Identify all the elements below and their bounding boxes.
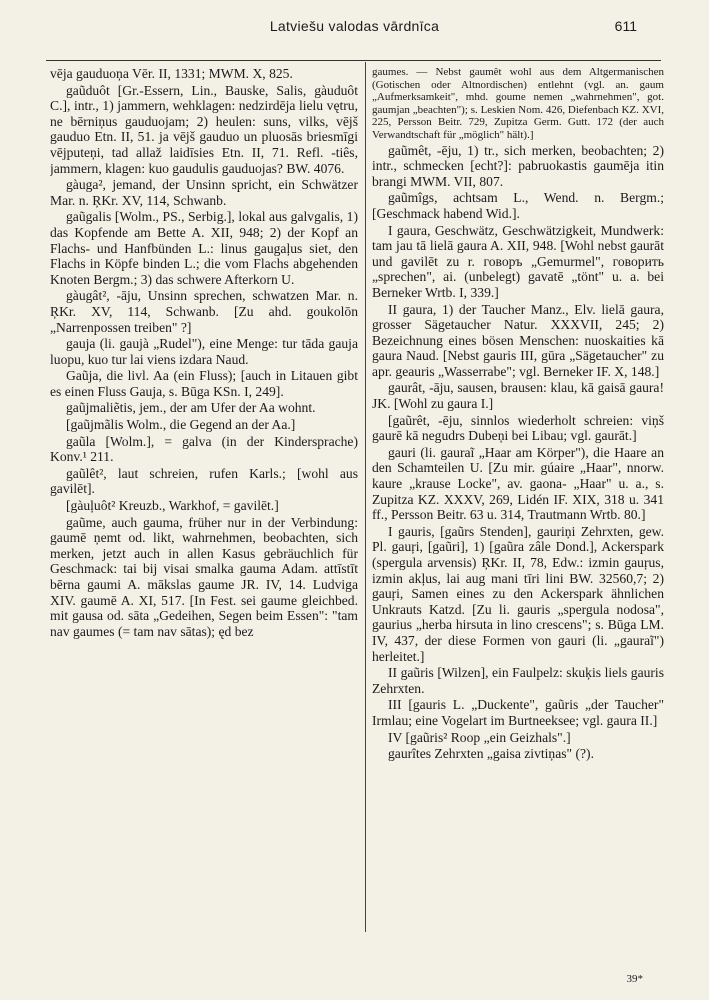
dictionary-entry: Gaũja, die livl. Aa (ein Fluss); [auch in Litauen gibt es einen Fluss Gauja, s. Būga KSn. I, 249].	[50, 368, 358, 399]
dictionary-entry: [gàuļuôt² Kreuzb., Warkhof, = gavilēt.]	[66, 498, 279, 514]
header-rule	[46, 60, 661, 61]
page-number: 611	[614, 18, 637, 34]
dictionary-entry: I gaura, Geschwätz, Geschwätzigkeit, Mundwerk: tam jau tā lielā gaura A. XII, 948. [Wohl nebst gaurāt und gavilēt zu r. говоръ „Gemurmel", говорить „sprechen", ai. (unbelegt) gavatē „tönt" u. a. bei Berneker Wrtb. I, 339.]	[372, 222, 664, 300]
dictionary-entry: gàuga², jemand, der Unsinn spricht, ein Schwätzer Mar. n. ŖKr. XV, 114, Schwanb.	[50, 177, 358, 208]
dictionary-entry: vēja gauduoņa Vēr. II, 1331; MWM. X, 825.	[50, 66, 293, 81]
dictionary-entry: gaurîtes Zehrxten „gaisa zivtiņas" (?).	[388, 746, 594, 762]
dictionary-entry: gàugât², -āju, Unsinn sprechen, schwatzen Mar. n. ŖKr. XV, 114, Schwanb. [Zu ahd. goukolōn „Narrenpossen treiben" ?]	[50, 288, 358, 335]
dictionary-entry: gaũla [Wolm.], = galva (in der Kindersprache) Konv.¹ 211.	[50, 433, 358, 465]
dictionary-entry: II gaura, 1) der Taucher Manz., Elv. lielā gaura, grosser Sägetaucher Natur. XXXVII, 245; 2) Bezeichnung eines bösen Menschen: nuoskaities kā gaura Naud. [Nebst gauris III, gūra „Sägetaucher" zu apr. geauris „Wasserrabe"; vgl. Berneker IF. X, 148.]	[372, 301, 664, 379]
dictionary-entry: gaũmîgs, achtsam L., Wend. n. Bergm.; [Geschmack habend Wid.].	[372, 190, 664, 221]
dictionary-entry: gaũgalis [Wolm., PS., Serbig.], lokal aus galvgalis, 1) das Kopfende am Bette A. XII, 948; 2) der Kopf an Flachs- und Hanfbünden L.: linus gaugaļus siet, den Flachs in Köpfe binden L.; die vom Flachs abgehenden Knoten Bergm.; 3) das schwere Afterkorn U.	[50, 209, 358, 287]
dictionary-entry: [gaũrêt, -ēju, sinnlos wiederholt schreien: viņš gaurē kā negudrs Dubeņi bei Libau; vgl. gaurāt.]	[372, 412, 664, 444]
dictionary-entry: gaũjmaliẽtis, jem., der am Ufer der Aa wohnt.	[66, 400, 316, 416]
dictionary-entry: IV [gaũris² Roop „ein Geizhals".]	[388, 729, 571, 745]
dictionary-entry: gaũduôt [Gr.-Essern, Lin., Bauske, Salis, gàuduôt C.], intr., 1) jammern, wehklagen: nedzirdēja lielu vętru, ne bērniņus gauduojam; 2) heulen: suns, vilks, vējš gauduo Etn. II, 51. ja vējš gauduo un pluosās briesmīgi vējputeņi, tad allaž laidīsies Etn. II, 71. Refl. -tiês, jammern, klagen: kuo gaudulis gauduojas? BW. 4076.	[50, 82, 358, 176]
right-column	[372, 66, 664, 763]
dictionary-entry: gaũmêt, -ēju, 1) tr., sich merken, beobachten; 2) intr., schmecken [echt?]: pabruokastis gaumēja itin brangi MWM. VII, 807.	[372, 142, 664, 189]
dictionary-entry: gaũlêt², laut schreien, rufen Karls.; [wohl aus gavilēt].	[50, 465, 358, 497]
dictionary-entry: gauja (li. gaujà „Rudel"), eine Menge: tur tāda gauja luopu, kuo tur lai viens izdara Naud.	[50, 336, 358, 367]
dictionary-entry: gaumes. — Nebst gaumêt wohl aus dem Altgermanischen (Gotischen oder Altnordischen) entlehnt (vgl. an. gaum „Aufmerksamkeit", mhd. goume nemen „wahrnehmen", got. gaumjan „beachten"); s. Leskien Nom. 426, Diefenbach KZ. XVI, 225, Persson Beitr. 729, Zupitza Germ. Gutt. 172 (der auch Verwandtschaft für „möglich" hält).]	[372, 66, 664, 141]
page-header	[0, 18, 709, 38]
running-title: Latviešu valodas vārdnīca	[269, 18, 440, 34]
dictionary-entry: gauri (li. gauraĩ „Haar am Körper"), die Haare an den Schamteilen U. [Zu mir. gúaire „Haar", nnorw. kaure „krause Locke", av. gaona- „Haar" u. a., s. Zupitza KZ. XXXV, 269, Lidén IF. XIX, 318 u. 341 ff., Persson Beitr. 63 u. 314, Trautmann Wrtb. 80.]	[372, 444, 664, 523]
column-divider	[365, 62, 366, 932]
signature-mark: 39*	[626, 973, 643, 985]
dictionary-entry: I gauris, [gaũrs Stenden], gauriņi Zehrxten, gew. Pl. gauŗi, [gaũri], 1) [gaũra zâle Dond.], Ackerspark (spergula arvensis) ŖKr. II, 78, Edw.: izmin gauŗus, izmin akļus, lai aug mani tīri lini BW. 32560,7; 2) gauŗi, Samen eines zu den Ackerspark ähnlichen Unkrauts Katzd. [Zu li. gauris „spergula nodosa", gaurius „herba hirsuta in lino crescens"; s. Būga LM. IV, 437, der diese Formen von gauri (li. „gauraĩ") herleitet.]	[372, 523, 664, 664]
left-column	[50, 66, 358, 640]
dictionary-entry: III [gauris L. „Duckente", gaũris „der Taucher" Irmlau; eine Vogelart im Burtneeksee; vgl. gaura II.]	[372, 697, 664, 728]
dictionary-entry: II gaũris [Wilzen], ein Faulpelz: skuķis liels gauris Zehrxten.	[372, 665, 664, 696]
dictionary-entry: [gaũjmãlis Wolm., die Gegend an der Aa.]	[66, 417, 296, 433]
dictionary-entry: gaũme, auch gauma, früher nur in der Verbindung: gaumē ņemt od. likt, wahrnehmen, beobachten, sich merken, jetzt auch in allen Kasus gebräuchlich für Geschmack: tai bij visai smalka gauma Adam. attīstīt bērna gaumi A. mākslas gaume JR. IV, 14. Ludviga XIV. gaumē A. XI, 517. [In Fest. sei gaume gleichbed. mit gausa od. sāta „Gedeihen, Segen beim Essen": "tam nav gaumes (= tam nav sātas); ęd bez	[50, 514, 358, 639]
dictionary-entry: gaurât, -āju, sausen, brausen: klau, kā gaisā gaura! JK. [Wohl zu gaura I.]	[372, 380, 664, 412]
